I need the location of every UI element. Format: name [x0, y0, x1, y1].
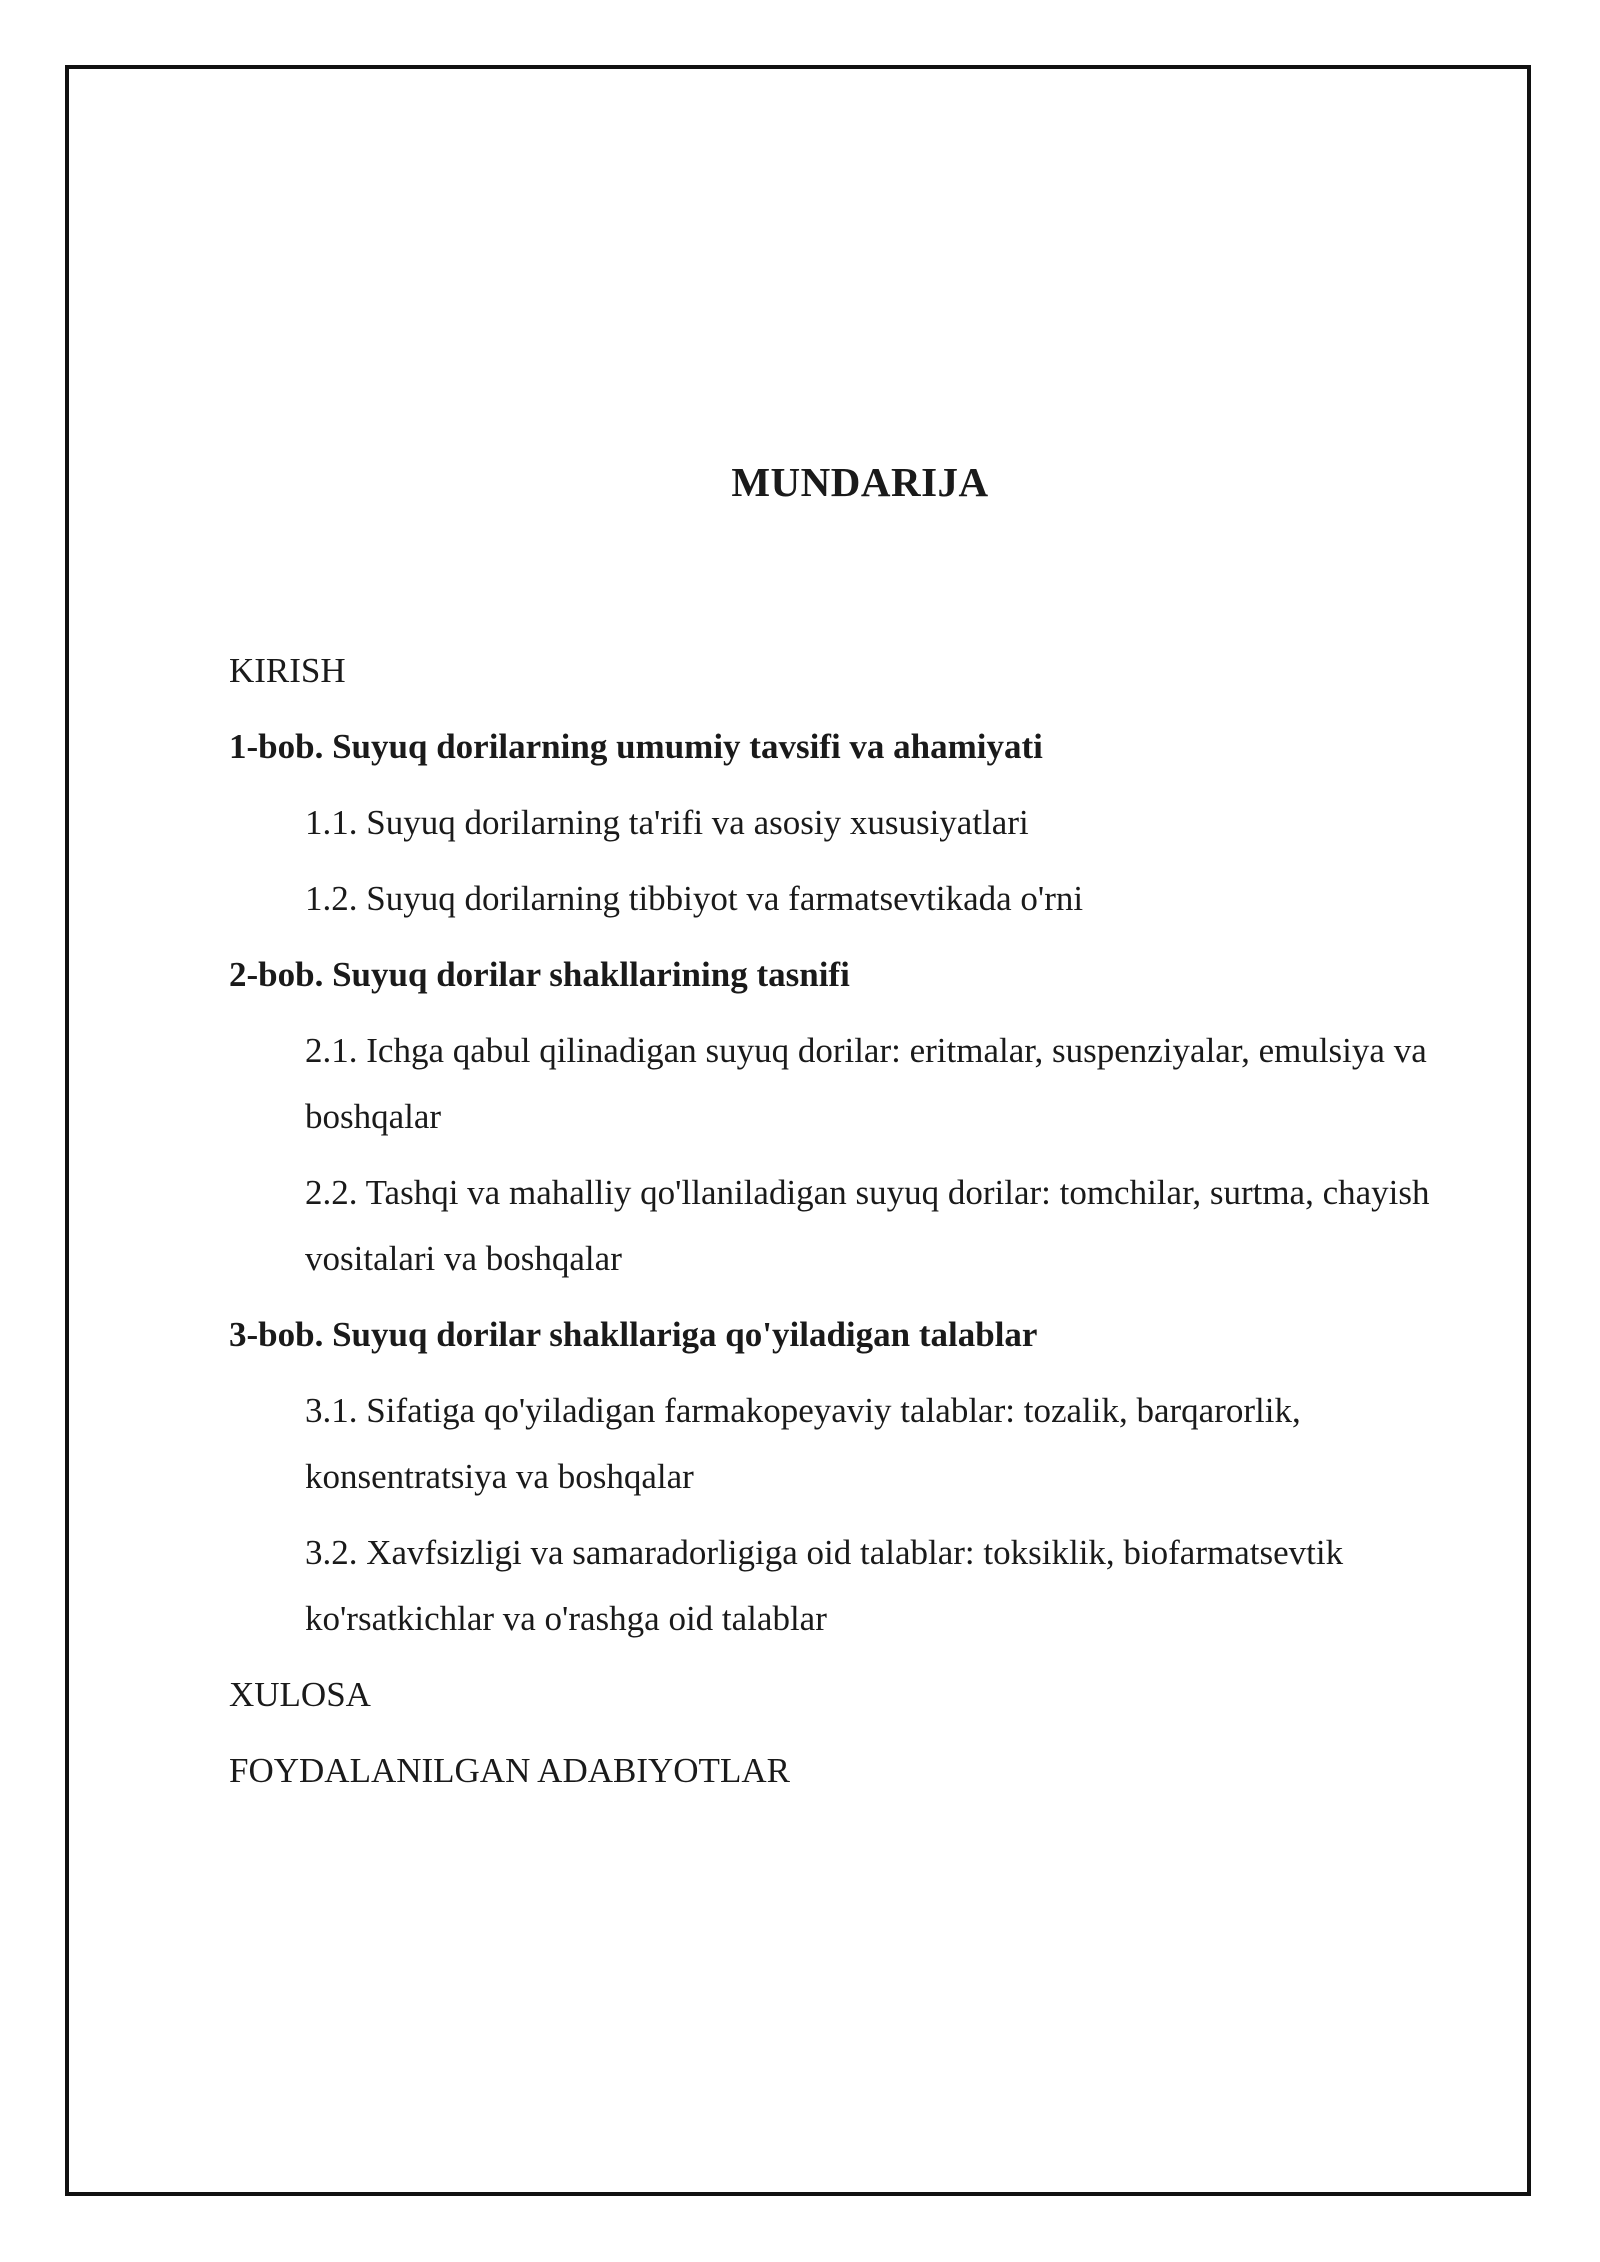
- toc-section-1-2: 1.2. Suyuq dorilarning tibbiyot va farmatsevtikada o'rni: [305, 879, 1084, 918]
- toc-section-3-1: 3.1. Sifatiga qo'yiladigan farmakopeyaviy talablar: tozalik, barqarorlik, konsentratsiya va boshqalar: [305, 1391, 1301, 1496]
- toc-section-2-1: 2.1. Ichga qabul qilinadigan suyuq dorilar: eritmalar, suspenziyalar, emulsiya va boshqalar: [305, 1031, 1427, 1136]
- table-of-contents: [229, 638, 1489, 1814]
- toc-section-3-2: 3.2. Xavfsizligi va samaradorligiga oid talablar: toksiklik, biofarmatsevtik ko'rsatkichlar va o'rashga oid talablar: [305, 1533, 1344, 1638]
- toc-entry-conclusion: XULOSA: [229, 1675, 371, 1714]
- toc-chapter-3: 3-bob. Suyuq dorilar shakllariga qo'yiladigan talablar: [229, 1315, 1038, 1354]
- page-title: MUNDARIJA: [731, 459, 989, 505]
- toc-entry-references: FOYDALANILGAN ADABIYOTLAR: [229, 1751, 790, 1790]
- toc-chapter-2: 2-bob. Suyuq dorilar shakllarining tasnifi: [229, 955, 850, 994]
- toc-section-2-2: 2.2. Tashqi va mahalliy qo'llaniladigan suyuq dorilar: tomchilar, surtma, chayish vositalari va boshqalar: [305, 1173, 1430, 1278]
- toc-entry-intro: KIRISH: [229, 651, 346, 690]
- toc-section-1-1: 1.1. Suyuq dorilarning ta'rifi va asosiy xususiyatlari: [305, 803, 1029, 842]
- toc-chapter-1: 1-bob. Suyuq dorilarning umumiy tavsifi va ahamiyati: [229, 727, 1043, 766]
